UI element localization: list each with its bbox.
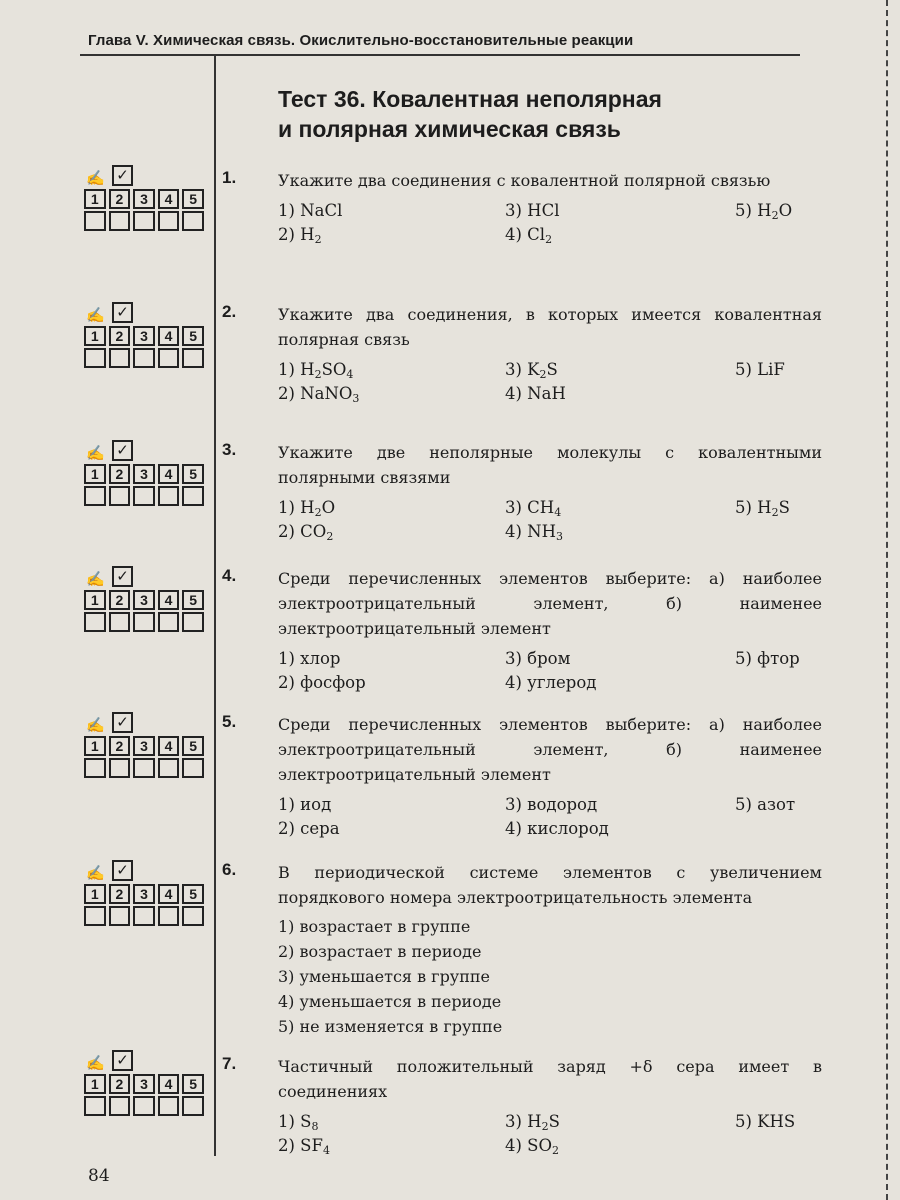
test-title-line1: Тест 36. Ковалентная неполярная: [278, 86, 662, 112]
answer-option: 4) $Cl_2$: [505, 225, 553, 246]
question-text: Укажите два соединения, в которых имеется ковалентная полярная связь: [278, 305, 822, 349]
answer-option: 3) бром: [505, 649, 571, 668]
answer-option: 3) уменьшается в группе: [278, 967, 491, 986]
test-title-line2: и полярная химическая связь: [278, 116, 621, 142]
answer-box[interactable]: [158, 348, 180, 368]
question-text: Среди перечисленных элементов выберите: а) наиболее электроотрицательный элемент, б) наименее электроотрицательный элемент: [278, 715, 822, 784]
question: [222, 168, 822, 247]
answer-digit: 1: [84, 736, 106, 756]
answer-option: [735, 520, 855, 544]
answer-digit: 2: [109, 464, 131, 484]
answer-box[interactable]: [158, 1096, 180, 1116]
answer-option: 4) углерод: [505, 673, 597, 692]
answer-digit: 3: [133, 464, 155, 484]
answer-digit: 4: [158, 464, 180, 484]
answer-box[interactable]: [182, 1096, 204, 1116]
pen-icon: ✍: [86, 444, 105, 462]
answer-option: 1) $S_8$: [278, 1112, 319, 1133]
checkmark-icon: ✓: [112, 302, 133, 323]
answer-option: 1) хлор: [278, 649, 341, 668]
answer-option: 2) $CO_2$: [278, 522, 334, 543]
answer-option: 4) $NH_3$: [505, 522, 564, 543]
answer-option: 3) $K_2S$: [505, 360, 558, 381]
answer-digit: 4: [158, 326, 180, 346]
answer-digit: 5: [182, 189, 204, 209]
answer-digit: 1: [84, 326, 106, 346]
question-number: 7.: [222, 1054, 237, 1073]
answer-digit: 3: [133, 590, 155, 610]
answer-option: 1) NaCl: [278, 201, 343, 220]
answer-box[interactable]: [133, 906, 155, 926]
answer-box[interactable]: [109, 906, 131, 926]
question: [222, 566, 822, 695]
checkmark-icon: ✓: [112, 712, 133, 733]
question-number: 1.: [222, 168, 237, 187]
answer-box[interactable]: [109, 1096, 131, 1116]
answer-box[interactable]: [109, 211, 131, 231]
pen-icon: ✍: [86, 570, 105, 588]
answer-digit: 2: [109, 189, 131, 209]
pen-icon: ✍: [86, 169, 105, 187]
answer-option: 3) HCl: [505, 201, 560, 220]
answer-digit: 2: [109, 884, 131, 904]
answer-option: 1) $H_2O$: [278, 498, 336, 519]
answer-digit: 3: [133, 884, 155, 904]
answer-digit: 4: [158, 189, 180, 209]
answer-digit: 4: [158, 590, 180, 610]
checkmark-icon: ✓: [112, 566, 133, 587]
answer-option: 4) NaH: [505, 384, 566, 403]
answer-widget: [84, 1050, 204, 1116]
answer-box[interactable]: [158, 211, 180, 231]
question: [222, 712, 822, 841]
answer-box[interactable]: [109, 486, 131, 506]
answer-box[interactable]: [133, 348, 155, 368]
header-divider: [80, 54, 800, 56]
answer-digit: 5: [182, 736, 204, 756]
answer-box[interactable]: [109, 348, 131, 368]
answer-option: [735, 1134, 855, 1158]
question: [222, 440, 822, 544]
question-number: 3.: [222, 440, 237, 459]
answer-box[interactable]: [158, 906, 180, 926]
answer-digit: 5: [182, 884, 204, 904]
question-text: Укажите две неполярные молекулы с ковалентными полярными связями: [278, 443, 822, 487]
answer-box[interactable]: [84, 1096, 106, 1116]
answer-widget: [84, 165, 204, 231]
answer-option: [735, 223, 855, 247]
question-text: Среди перечисленных элементов выберите: а) наиболее электроотрицательный элемент, б) наименее электроотрицательный элемент: [278, 569, 822, 638]
answer-digit: 1: [84, 1074, 106, 1094]
question-number: 2.: [222, 302, 237, 321]
answer-digit: 3: [133, 326, 155, 346]
answer-option: [735, 382, 855, 406]
answer-box[interactable]: [182, 906, 204, 926]
answer-box[interactable]: [133, 486, 155, 506]
answer-widget: [84, 302, 204, 368]
question: [222, 1054, 822, 1158]
answer-option: 1) возрастает в группе: [278, 917, 471, 936]
pen-icon: ✍: [86, 1054, 105, 1072]
answer-digit: 2: [109, 326, 131, 346]
answer-option: [735, 671, 855, 695]
answer-option: 2) сера: [278, 819, 340, 838]
answer-box[interactable]: [109, 612, 131, 632]
answer-option: 1) $H_2SO_4$: [278, 360, 354, 381]
answer-option: 3) $H_2S$: [505, 1112, 560, 1133]
question-text: Укажите два соединения с ковалентной полярной связью: [278, 171, 771, 190]
answer-option: 2) фосфор: [278, 673, 366, 692]
chapter-header: Глава V. Химическая связь. Окислительно-восстановительные реакции: [88, 32, 634, 49]
answer-box[interactable]: [182, 612, 204, 632]
answer-box[interactable]: [84, 906, 106, 926]
question: [222, 302, 822, 406]
answer-box[interactable]: [182, 486, 204, 506]
checkmark-icon: ✓: [112, 860, 133, 881]
pen-icon: ✍: [86, 716, 105, 734]
answer-box[interactable]: [133, 758, 155, 778]
answer-widget: [84, 566, 204, 632]
answer-box[interactable]: [182, 348, 204, 368]
answer-box[interactable]: [133, 1096, 155, 1116]
answer-box[interactable]: [158, 612, 180, 632]
margin-divider: [214, 56, 216, 1156]
answer-box[interactable]: [84, 758, 106, 778]
answer-digit: 3: [133, 189, 155, 209]
checkmark-icon: ✓: [112, 1050, 133, 1071]
answer-box[interactable]: [84, 612, 106, 632]
answer-digit: 4: [158, 1074, 180, 1094]
answer-option: 4) $SO_2$: [505, 1136, 560, 1157]
answer-digit: 2: [109, 736, 131, 756]
answer-widget: [84, 440, 204, 506]
answer-box[interactable]: [84, 348, 106, 368]
answer-digit: 5: [182, 326, 204, 346]
answer-digit: 1: [84, 189, 106, 209]
checkmark-icon: ✓: [112, 440, 133, 461]
answer-widget: [84, 712, 204, 778]
answer-digit: 5: [182, 1074, 204, 1094]
answer-box[interactable]: [84, 211, 106, 231]
question-number: 4.: [222, 566, 237, 585]
answer-digit: 2: [109, 1074, 131, 1094]
cut-line: [886, 0, 888, 1200]
answer-digit: 2: [109, 590, 131, 610]
answer-digit: 3: [133, 736, 155, 756]
question-number: 5.: [222, 712, 237, 731]
answer-option: 3) водород: [505, 795, 598, 814]
answer-digit: 1: [84, 464, 106, 484]
test-title: [278, 84, 662, 144]
answer-digit: 1: [84, 884, 106, 904]
answer-option: 5) $H_2S$: [735, 498, 790, 519]
checkmark-icon: ✓: [112, 165, 133, 186]
answer-option: 5) KHS: [735, 1112, 796, 1131]
answer-option: 4) уменьшается в периоде: [278, 992, 502, 1011]
answer-option: 5) не изменяется в группе: [278, 1017, 503, 1036]
answer-option: 2) $H_2$: [278, 225, 322, 246]
answer-option: [735, 817, 855, 841]
answer-option: 1) иод: [278, 795, 332, 814]
answer-option: 5) $H_2O$: [735, 201, 793, 222]
answer-digit: 5: [182, 464, 204, 484]
answer-digit: 4: [158, 736, 180, 756]
answer-digit: 3: [133, 1074, 155, 1094]
answer-option: 5) LiF: [735, 360, 785, 379]
answer-box[interactable]: [182, 758, 204, 778]
answer-widget: [84, 860, 204, 926]
answer-option: 3) $CH_4$: [505, 498, 562, 519]
answer-box[interactable]: [182, 211, 204, 231]
question-text: Частичный положительный заряд +δ сера имеет в соединениях: [278, 1057, 822, 1101]
answer-option: 5) азот: [735, 795, 796, 814]
answer-box[interactable]: [133, 211, 155, 231]
answer-box[interactable]: [133, 612, 155, 632]
answer-option: 2) возрастает в периоде: [278, 942, 482, 961]
answer-digit: 5: [182, 590, 204, 610]
answer-digit: 1: [84, 590, 106, 610]
answer-box[interactable]: [84, 486, 106, 506]
answer-option: 4) кислород: [505, 819, 609, 838]
answer-box[interactable]: [109, 758, 131, 778]
question: [222, 860, 822, 1039]
answer-box[interactable]: [158, 758, 180, 778]
question-text: В периодической системе элементов с увеличением порядкового номера электроотрицательность элемента: [278, 863, 822, 907]
answer-box[interactable]: [158, 486, 180, 506]
answer-option: 5) фтор: [735, 649, 800, 668]
answer-option: 2) $SF_4$: [278, 1136, 330, 1157]
pen-icon: ✍: [86, 306, 105, 324]
answer-digit: 4: [158, 884, 180, 904]
question-number: 6.: [222, 860, 237, 879]
page-number: 84: [88, 1166, 110, 1186]
pen-icon: ✍: [86, 864, 105, 882]
answer-option: 2) NaNO$_3$: [278, 384, 360, 405]
